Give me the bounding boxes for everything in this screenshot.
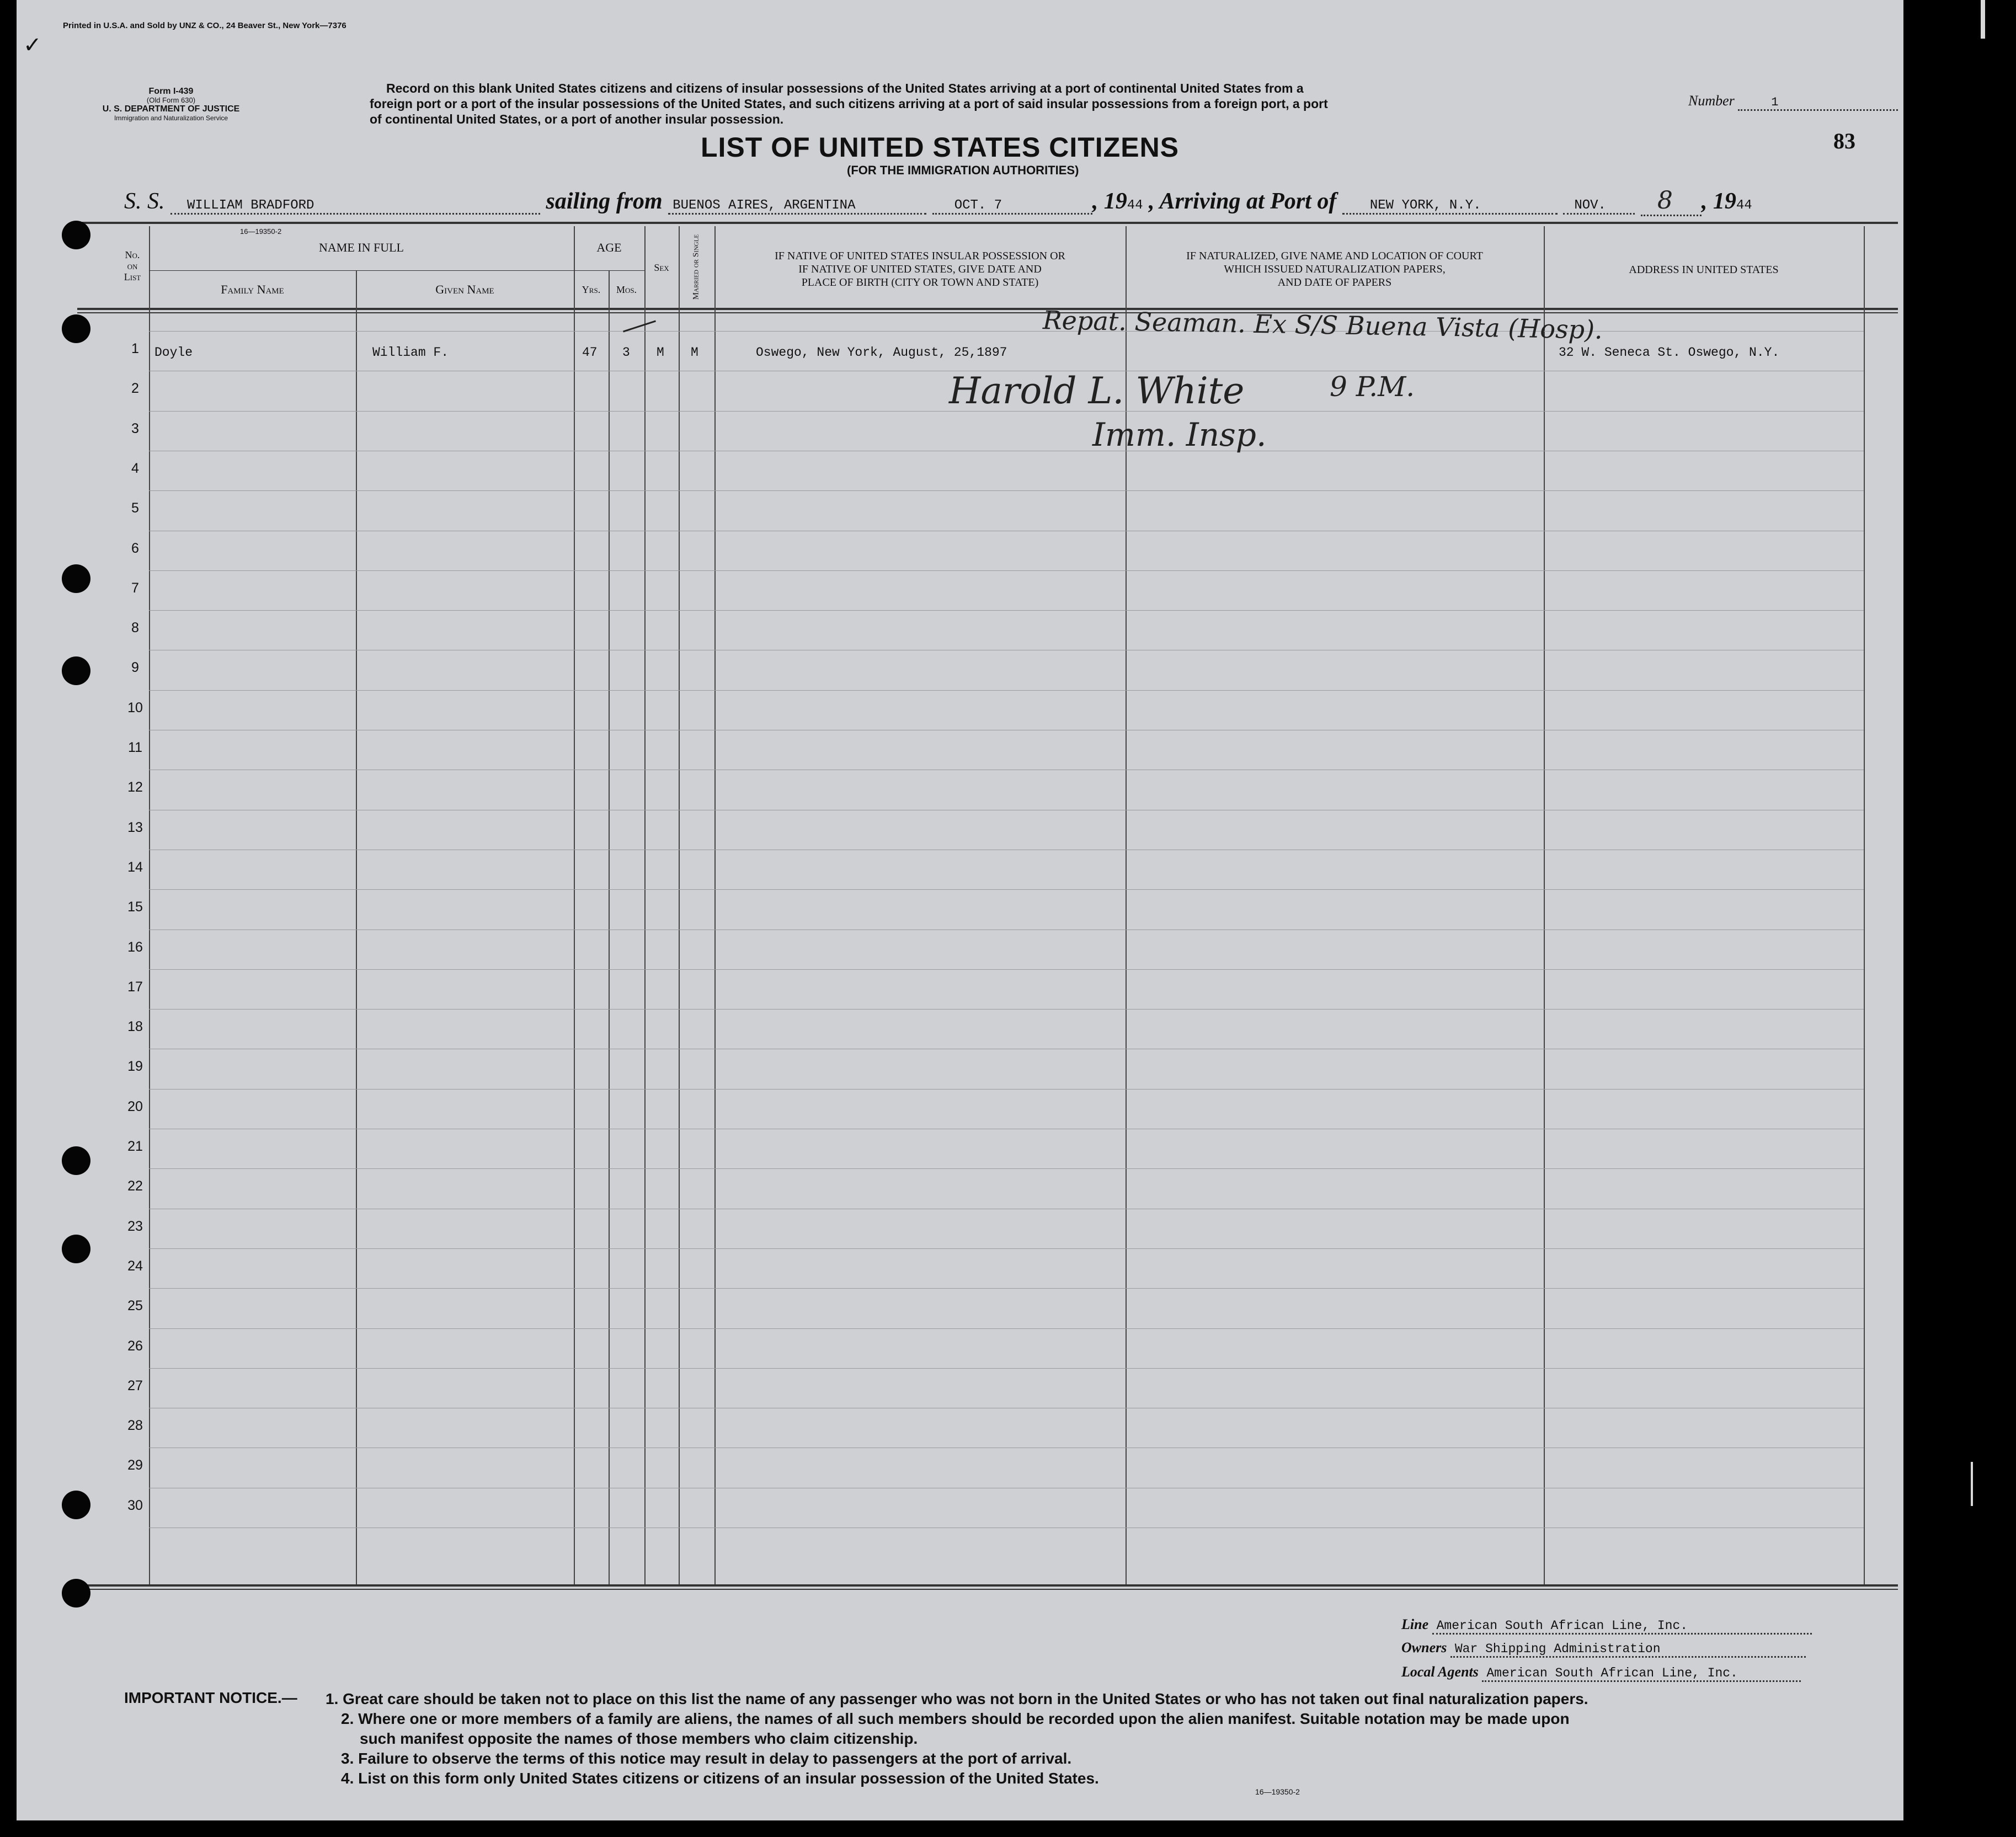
col-line (679, 226, 680, 1584)
row-rule (149, 690, 1864, 691)
footer-agents-field (1401, 1664, 1801, 1682)
row-rule (149, 889, 1864, 890)
name-in-full-header: NAME IN FULL (319, 241, 404, 254)
row-number: 10 (127, 700, 143, 715)
passenger-address: 32 W. Seneca St. Oswego, N.Y. (1559, 345, 1780, 360)
line-label: Line (1401, 1616, 1429, 1632)
handwritten-note: Repat. Seaman. Ex S/S Buena Vista (Hosp). (1042, 305, 1603, 345)
sailing-label: sailing from (546, 189, 663, 214)
notice-item-4: 4. List on this form only United States citizens or citizens of an insular possession of the United States. (341, 1770, 1099, 1787)
row-number: 26 (127, 1338, 143, 1354)
col-line (609, 270, 610, 1584)
footer-owners-field (1401, 1640, 1806, 1658)
voyage-line (124, 186, 1752, 216)
row-number: 9 (131, 660, 139, 675)
number-label: Number (1688, 93, 1735, 109)
row-rule (149, 490, 1864, 491)
row-number: 21 (127, 1139, 143, 1154)
row-number: 4 (131, 461, 139, 476)
notice-items (326, 1689, 1588, 1788)
instruction-line: foreign port or a port of the insular possessions of the United States, and such citizens arriving at a port of said insular possessions from a foreign port, a port (370, 97, 1328, 111)
row-number: 17 (127, 979, 143, 995)
page-title: LIST OF UNITED STATES CITIZENS (701, 132, 1180, 163)
no-header-line: List (124, 271, 141, 282)
arriving-label: , Arriving at Port of (1149, 189, 1337, 214)
row-number: 27 (127, 1378, 143, 1393)
name-header-divider (149, 270, 644, 271)
page-number: 83 (1833, 129, 1855, 153)
row-number: 6 (131, 541, 139, 556)
punch-hole (62, 314, 90, 343)
row-number: 19 (127, 1059, 143, 1074)
passenger-mos: 3 (622, 345, 630, 360)
from-port: BUENOS AIRES, ARGENTINA (668, 198, 926, 215)
agents-value: American South African Line, Inc. (1482, 1666, 1801, 1682)
row-rule (149, 1368, 1864, 1369)
row-number: 3 (131, 421, 139, 436)
row-rule (149, 1328, 1864, 1329)
check-mark-icon: ✓ (23, 33, 42, 57)
row-rule (149, 1168, 1864, 1169)
col-line (644, 226, 646, 1584)
owners-label: Owners (1401, 1640, 1447, 1656)
row-number: 1 (131, 341, 139, 356)
row-rule (149, 1248, 1864, 1249)
yrs-header: Yrs. (582, 284, 601, 295)
native-header-line: IF NATIVE OF UNITED STATES INSULAR POSSESSION OR (775, 250, 1065, 262)
form-block (99, 87, 243, 122)
punch-hole (62, 1146, 90, 1175)
sex-header: Sex (654, 262, 669, 273)
passenger-sex: M (657, 345, 664, 360)
row-number: 7 (131, 580, 139, 596)
form-service: Immigration and Naturalization Service (114, 114, 228, 122)
row-number: 5 (131, 500, 139, 516)
printer-line: Printed in U.S.A. and Sold by UNZ & CO., 24 Beaver St., New York—7376 (63, 21, 346, 30)
handwritten-title: Imm. Insp. (1092, 416, 1267, 453)
passenger-yrs: 47 (582, 345, 598, 360)
form-code-header: 16—19350-2 (240, 227, 282, 236)
notice-item-2: 2. Where one or more members of a family are aliens, the names of all such members should be recorded upon the alien manifest. Suitable notation may be made upon (341, 1710, 1570, 1727)
punch-hole (62, 1491, 90, 1519)
row-number: 15 (127, 899, 143, 915)
arrival-year-prefix: , 19 (1701, 189, 1736, 214)
manifest-sheet (17, 0, 1903, 1820)
native-header (714, 249, 1126, 289)
address-header: ADDRESS IN UNITED STATES (1629, 264, 1779, 276)
instructions-block (370, 81, 1328, 127)
punch-hole (62, 1579, 90, 1608)
row-rule (149, 1288, 1864, 1289)
row-number: 23 (127, 1219, 143, 1234)
row-number: 18 (127, 1019, 143, 1034)
row-number: 8 (131, 620, 139, 636)
table-bottom-border-thin (77, 1589, 1898, 1590)
row-number: 28 (127, 1418, 143, 1433)
owners-value: War Shipping Administration (1450, 1642, 1806, 1658)
col-line (574, 226, 575, 1584)
row-number: 12 (127, 779, 143, 795)
ship-name: WILLIAM BRADFORD (170, 198, 540, 215)
col-line (1544, 226, 1545, 1584)
row-number: 11 (128, 740, 142, 755)
row-number: 22 (127, 1178, 143, 1194)
margin-mark (1971, 1462, 1973, 1506)
row-number: 24 (127, 1258, 143, 1274)
sail-date: OCT. 7 (932, 198, 1092, 215)
naturalized-header-line: WHICH ISSUED NATURALIZATION PAPERS, (1224, 263, 1446, 275)
table-bottom-border (77, 1584, 1898, 1587)
native-header-line: IF NATIVE OF UNITED STATES, GIVE DATE AND (798, 263, 1042, 275)
row-number: 2 (131, 381, 139, 396)
col-line (1864, 226, 1865, 1584)
row-rule (149, 1009, 1864, 1010)
handwritten-time: 9 P.M. (1330, 371, 1415, 403)
row-rule (149, 610, 1864, 611)
naturalized-header (1126, 249, 1544, 289)
agents-label: Local Agents (1401, 1664, 1479, 1680)
form-number: Form I-439 (148, 87, 194, 96)
header-divider (77, 308, 1898, 310)
row-rule (149, 570, 1864, 571)
ss-label: S. S. (124, 189, 165, 214)
passenger-given-name: William F. (372, 345, 449, 360)
punch-hole (62, 656, 90, 685)
notice-title: IMPORTANT NOTICE.— (124, 1689, 297, 1706)
punch-hole (62, 221, 90, 249)
no-header-line: No. (125, 249, 140, 260)
family-name-header: Family Name (221, 282, 284, 296)
col-line (356, 270, 357, 1584)
margin-mark (1981, 0, 1985, 39)
mos-header: Mos. (616, 284, 637, 295)
number-field (1688, 93, 1898, 111)
arrival-month: NOV. (1563, 198, 1635, 215)
married-header: Married or Single (691, 234, 701, 300)
instruction-line: Record on this blank United States citizens and citizens of insular possessions of the United States arriving at a port of continental United States from a (386, 81, 1304, 95)
passenger-family-name: Doyle (154, 345, 193, 360)
footer-line-field (1401, 1616, 1812, 1635)
no-header-line: on (127, 260, 138, 271)
punch-hole (62, 1235, 90, 1263)
row-number: 25 (127, 1298, 143, 1313)
punch-hole (62, 564, 90, 593)
naturalized-header-line: AND DATE OF PAPERS (1277, 276, 1392, 289)
page-subtitle: (FOR THE IMMIGRATION AUTHORITIES) (847, 163, 1079, 177)
passenger-married: M (691, 345, 698, 360)
row-number: 29 (127, 1457, 143, 1473)
notice-item-1: 1. Great care should be taken not to place on this list the name of any passenger who was not born in the United States or who has not taken out final naturalization papers. (326, 1690, 1588, 1707)
row-number: 14 (127, 859, 143, 875)
header-divider-thin (77, 312, 1898, 313)
row-rule (149, 331, 1864, 332)
form-old-number: (Old Form 630) (146, 96, 196, 104)
passenger-birth: Oswego, New York, August, 25,1897 (756, 345, 1007, 360)
number-value: 1 (1738, 95, 1898, 111)
table-top-border (77, 222, 1898, 224)
row-number: 13 (127, 820, 143, 835)
bottom-form-code: 16—19350-2 (1255, 1787, 1300, 1796)
row-rule (149, 969, 1864, 970)
instruction-line: of continental United States, or a port of another insular possession. (370, 112, 784, 126)
sail-year: 44 (1127, 198, 1143, 213)
arrival-day: 8 (1641, 186, 1702, 216)
given-name-header: Given Name (435, 282, 494, 296)
arrival-port: NEW YORK, N.Y. (1342, 198, 1558, 215)
notice-item-3: 3. Failure to observe the terms of this notice may result in delay to passengers at the port of arrival. (341, 1750, 1072, 1767)
native-header-line: PLACE OF BIRTH (CITY OR TOWN AND STATE) (801, 276, 1039, 289)
line-value: American South African Line, Inc. (1432, 1619, 1812, 1635)
naturalized-header-line: IF NATURALIZED, GIVE NAME AND LOCATION OF COURT (1186, 250, 1483, 262)
form-department: U. S. DEPARTMENT OF JUSTICE (102, 104, 240, 114)
sail-year-prefix: , 19 (1092, 189, 1127, 214)
row-number: 30 (127, 1498, 143, 1513)
row-number: 16 (127, 939, 143, 955)
handwritten-signature: Harold L. White (949, 370, 1245, 412)
row-rule (149, 1089, 1864, 1090)
age-header: AGE (596, 241, 622, 254)
notice-item-2-cont: such manifest opposite the names of those members who claim citizenship. (360, 1730, 918, 1747)
row-number: 20 (127, 1099, 143, 1114)
arrival-year: 44 (1736, 198, 1752, 213)
col-line (714, 226, 716, 1584)
